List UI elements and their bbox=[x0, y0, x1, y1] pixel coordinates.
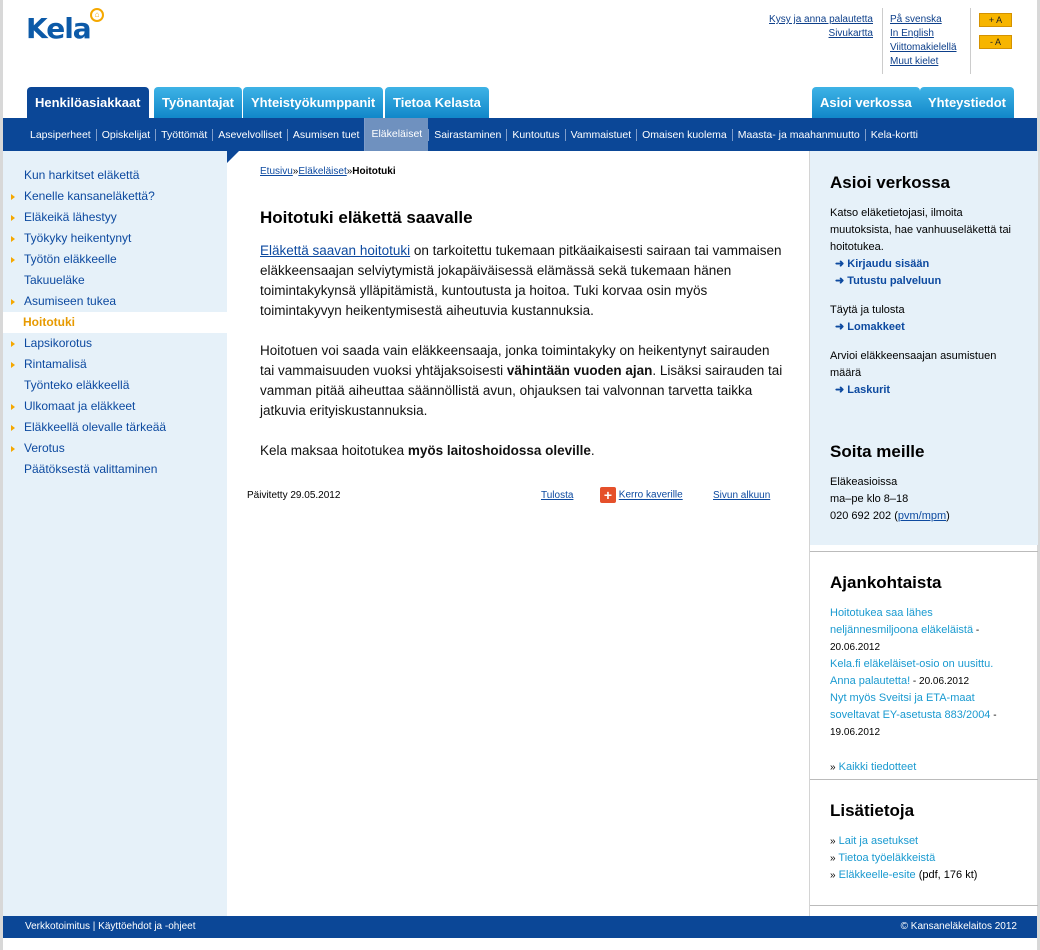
more-item bbox=[830, 867, 1018, 884]
triangle-right-icon bbox=[11, 236, 15, 242]
pdf-size: (pdf, 176 kt) bbox=[915, 869, 978, 881]
call-line2: ma–pe klo 8–18 bbox=[830, 493, 909, 505]
phone-end: ) bbox=[946, 510, 950, 522]
pension-info-link[interactable]: Tietoa työeläkkeistä bbox=[838, 852, 936, 864]
laws-link[interactable]: Lait ja asetukset bbox=[838, 835, 919, 847]
news-item bbox=[830, 690, 1018, 741]
plus-icon[interactable]: + bbox=[600, 487, 616, 503]
copyright: © Kansaneläkelaitos 2012 bbox=[900, 921, 1017, 932]
news-link[interactable]: Hoitotukea saa lähes neljännesmiljoona eläkeläistä bbox=[830, 607, 974, 636]
triangle-right-icon bbox=[11, 404, 15, 410]
share-link[interactable]: Kerro kaverille bbox=[618, 489, 683, 501]
login-link[interactable] bbox=[830, 256, 1018, 273]
font-size-controls bbox=[979, 13, 1012, 57]
leftnav-label: Hoitotuki bbox=[23, 315, 75, 329]
updated-date: Päivitetty 29.05.2012 bbox=[247, 490, 341, 501]
service-tour-link[interactable] bbox=[830, 273, 1018, 290]
right-column bbox=[809, 151, 1037, 916]
logo-text: Kela bbox=[26, 12, 91, 45]
feedback-link[interactable]: Kysy ja anna palautetta bbox=[769, 14, 873, 25]
online-intro: Katso eläketietojasi, ilmoita muutoksista, hae vanhuuseläkettä tai hoitotukea. bbox=[830, 207, 1012, 253]
back-to-top-link[interactable]: Sivun alkuun bbox=[713, 490, 771, 501]
leftnav-label: Työtön eläkkeelle bbox=[24, 252, 117, 266]
breadcrumb-section-link[interactable]: Eläkeläiset bbox=[298, 166, 347, 177]
subnav-item[interactable]: Opiskelijat bbox=[96, 129, 155, 141]
more-item bbox=[830, 833, 1018, 850]
bullet-icon: » bbox=[830, 870, 836, 881]
news-link[interactable]: Nyt myös Sveitsi ja ETA-maat soveltavat EY-asetusta 883/2004 bbox=[830, 692, 991, 721]
link-label: Lomakkeet bbox=[847, 321, 905, 333]
triangle-right-icon bbox=[11, 299, 15, 305]
leftnav-item[interactable] bbox=[3, 228, 227, 249]
utility-links bbox=[743, 13, 873, 41]
subnav-item[interactable]: Omaisen kuolema bbox=[636, 129, 732, 141]
leftnav-label: Kun harkitset eläkettä bbox=[24, 168, 140, 182]
leftnav-item-active[interactable] bbox=[3, 312, 227, 333]
leftnav-item[interactable] bbox=[3, 270, 227, 291]
hoitotuki-link[interactable]: Eläkettä saavan hoitotuki bbox=[260, 243, 411, 258]
breadcrumb-home-link[interactable]: Etusivu bbox=[260, 166, 293, 177]
phone-number: 020 692 202 ( bbox=[830, 510, 898, 522]
footer bbox=[3, 916, 1037, 938]
online-box bbox=[810, 151, 1038, 420]
leftnav-item[interactable] bbox=[3, 333, 227, 354]
paragraph-bold: myös laitoshoidossa oleville bbox=[407, 443, 591, 458]
bullet-icon: » bbox=[830, 762, 836, 773]
link-label: Kirjaudu sisään bbox=[847, 258, 930, 270]
triangle-right-icon bbox=[11, 446, 15, 452]
news-item bbox=[830, 656, 1018, 690]
call-phone bbox=[830, 508, 1018, 525]
lang-english-link[interactable]: In English bbox=[890, 28, 934, 39]
subnav-item[interactable]: Kuntoutus bbox=[506, 129, 564, 141]
phone-price-link[interactable]: pvm/mpm bbox=[897, 510, 947, 522]
font-increase-button[interactable]: + A bbox=[979, 13, 1012, 27]
all-news bbox=[830, 759, 1018, 776]
leftnav-item[interactable] bbox=[3, 396, 227, 417]
triangle-right-icon bbox=[11, 215, 15, 221]
leftnav-item[interactable] bbox=[3, 438, 227, 459]
page-title: Hoitotuki eläkettä saavalle bbox=[260, 208, 473, 227]
leftnav-label: Kenelle kansaneläkettä? bbox=[24, 189, 155, 203]
breadcrumb bbox=[260, 166, 396, 177]
more-item bbox=[830, 850, 1018, 867]
leftnav-label: Takuueläke bbox=[24, 273, 85, 287]
leftnav-label: Asumiseen tukea bbox=[24, 294, 117, 308]
leftnav-label: Lapsikorotus bbox=[24, 336, 93, 350]
tab-tietoa-kelasta[interactable]: Tietoa Kelasta bbox=[385, 87, 489, 118]
news-link[interactable]: Kela.fi eläkeläiset-osio on uusittu. Anna palautetta! bbox=[830, 658, 994, 687]
paragraph-1 bbox=[260, 241, 785, 321]
news-date: - 20.06.2012 bbox=[830, 625, 980, 653]
subnav-item[interactable]: Kela-kortti bbox=[865, 129, 923, 141]
leftnav-item[interactable] bbox=[3, 375, 227, 396]
calc-label: Arvioi eläkkeensaajan asumistuen määrä bbox=[830, 350, 997, 379]
leftnav-item[interactable] bbox=[3, 165, 227, 186]
divider bbox=[810, 905, 1038, 906]
link-label: Laskurit bbox=[847, 384, 891, 396]
more-info-box bbox=[810, 779, 1038, 914]
paragraph-text: on tarkoitettu tukemaan pitkäaikaisesti sairaan tai vammaisen eläkkeensaajan selviytymistä jokapäiväisessä elämässä sekä tukemaan hänen toimintakykynsä ylläpitämistä, kuntoutusta ja hoitoa. Tuki korvaa osin myös toimintakyvyn heikentymisestä aiheutuvia kustannuksia. bbox=[260, 243, 782, 318]
logo-mark-icon: ⌂ bbox=[90, 8, 104, 22]
arrow-right-icon: ➜ bbox=[835, 321, 845, 333]
lang-sign-link[interactable]: Viittomakielellä bbox=[890, 42, 957, 53]
more-title: Lisätietoja bbox=[830, 801, 915, 820]
leftnav-item[interactable] bbox=[3, 291, 227, 312]
link-label: Tutustu palveluun bbox=[847, 275, 942, 287]
leftnav-label: Päätöksestä valittaminen bbox=[24, 462, 158, 476]
breadcrumb-separator: » bbox=[346, 166, 353, 177]
leftnav-item[interactable] bbox=[3, 207, 227, 228]
subnav-item[interactable]: Työttömät bbox=[155, 129, 212, 141]
paragraph-3 bbox=[260, 441, 785, 461]
news-title: Ajankohtaista bbox=[830, 573, 942, 592]
paragraph-text: . bbox=[590, 443, 595, 458]
call-title: Soita meille bbox=[830, 442, 925, 461]
leftnav-label: Työkyky heikentynyt bbox=[24, 231, 132, 245]
subnav-item[interactable]: Asevelvolliset bbox=[212, 129, 287, 141]
footer-links[interactable]: Verkkotoimitus | Käyttöehdot ja -ohjeet bbox=[25, 921, 196, 932]
triangle-right-icon bbox=[11, 341, 15, 347]
leftnav-label: Verotus bbox=[24, 441, 65, 455]
leftnav-label: Eläkeikä lähestyy bbox=[24, 210, 117, 224]
tab-yhteistyokumppanit[interactable]: Yhteistyökumppanit bbox=[243, 87, 383, 118]
leftnav-item[interactable] bbox=[3, 354, 227, 375]
arrow-right-icon: ➜ bbox=[835, 275, 845, 287]
triangle-right-icon bbox=[11, 425, 15, 431]
lang-other-link[interactable]: Muut kielet bbox=[890, 56, 939, 67]
triangle-right-icon bbox=[11, 194, 15, 200]
bullet-icon: » bbox=[830, 836, 836, 847]
divider bbox=[882, 8, 883, 74]
news-box bbox=[810, 551, 1038, 781]
brochure-link[interactable]: Eläkkeelle-esite bbox=[838, 869, 916, 881]
triangle-right-icon bbox=[11, 257, 15, 263]
online-title: Asioi verkossa bbox=[830, 173, 951, 192]
news-date: - 20.06.2012 bbox=[910, 676, 970, 687]
subnav-item[interactable]: Maasta- ja maahanmuutto bbox=[732, 129, 865, 141]
leftnav-item[interactable] bbox=[3, 249, 227, 270]
subnav-item[interactable]: Sairastaminen bbox=[428, 129, 506, 141]
paragraph-text: Hoitotuen voi saada vain eläkkeensaaja, jonka toimintakyky on heikentynyt sairauden tai vammaisuuden vuoksi yhtäjaksoisesti bbox=[260, 343, 770, 378]
tab-tyonantajat[interactable]: Työnantajat bbox=[154, 87, 242, 118]
print-label: Täytä ja tulosta bbox=[830, 304, 905, 316]
sitemap-link[interactable]: Sivukartta bbox=[828, 28, 873, 39]
leftnav-item[interactable] bbox=[3, 417, 227, 438]
tab-asioi-verkossa[interactable]: Asioi verkossa bbox=[812, 87, 920, 118]
sub-navigation bbox=[3, 118, 1037, 151]
forms-link[interactable] bbox=[830, 319, 1018, 336]
paragraph-2 bbox=[260, 341, 785, 421]
subnav-item[interactable]: Lapsiperheet bbox=[30, 128, 91, 141]
arrow-right-icon: ➜ bbox=[835, 258, 845, 270]
print-link[interactable]: Tulosta bbox=[541, 490, 574, 501]
kela-logo[interactable] bbox=[26, 12, 91, 45]
share-control bbox=[600, 487, 683, 503]
news-item bbox=[830, 605, 1018, 656]
paragraph-bold: vähintään vuoden ajan bbox=[506, 363, 653, 378]
left-navigation bbox=[3, 151, 227, 916]
breadcrumb-separator: » bbox=[292, 166, 299, 177]
tab-yhteystiedot[interactable]: Yhteystiedot bbox=[920, 87, 1014, 118]
leftnav-label: Ulkomaat ja eläkkeet bbox=[24, 399, 136, 413]
call-box bbox=[810, 420, 1038, 545]
subnav-item[interactable]: Asumisen tuet bbox=[287, 129, 365, 141]
leftnav-label: Eläkkeellä olevalle tärkeää bbox=[24, 420, 167, 434]
main-content bbox=[227, 151, 807, 916]
leftnav-label: Työnteko eläkkeellä bbox=[24, 378, 130, 392]
tab-henkiloasiakkaat[interactable]: Henkilöasiakkaat bbox=[27, 87, 149, 118]
leftnav-item[interactable] bbox=[3, 186, 227, 207]
arrow-right-icon: ➜ bbox=[835, 384, 845, 396]
lang-swedish-link[interactable]: På svenska bbox=[890, 14, 942, 25]
subnav-item-active[interactable]: Eläkeläiset bbox=[364, 118, 428, 151]
leftnav-item[interactable] bbox=[3, 459, 227, 480]
triangle-right-icon bbox=[11, 362, 15, 368]
calculators-link[interactable] bbox=[830, 382, 1018, 399]
breadcrumb-current: Hoitotuki bbox=[352, 166, 396, 177]
language-links bbox=[890, 13, 957, 69]
divider bbox=[970, 8, 971, 74]
subnav-item[interactable]: Vammaistuet bbox=[565, 129, 637, 141]
call-line1: Eläkeasioissa bbox=[830, 476, 898, 488]
news-date: - 19.06.2012 bbox=[830, 710, 997, 738]
paragraph-text: Kela maksaa hoitotukea bbox=[260, 443, 408, 458]
bullet-icon: » bbox=[830, 853, 836, 864]
paragraph-text: . Lisäksi sairauden tai vamman pitää aiheuttaa säännöllistä avun, ohjauksen tai valvonnan tarvetta taikka jatkuvia erityiskustannuksia. bbox=[260, 363, 783, 418]
leftnav-label: Rintamalisä bbox=[24, 357, 87, 371]
font-decrease-button[interactable]: - A bbox=[979, 35, 1012, 49]
all-news-link[interactable]: Kaikki tiedotteet bbox=[838, 761, 917, 773]
